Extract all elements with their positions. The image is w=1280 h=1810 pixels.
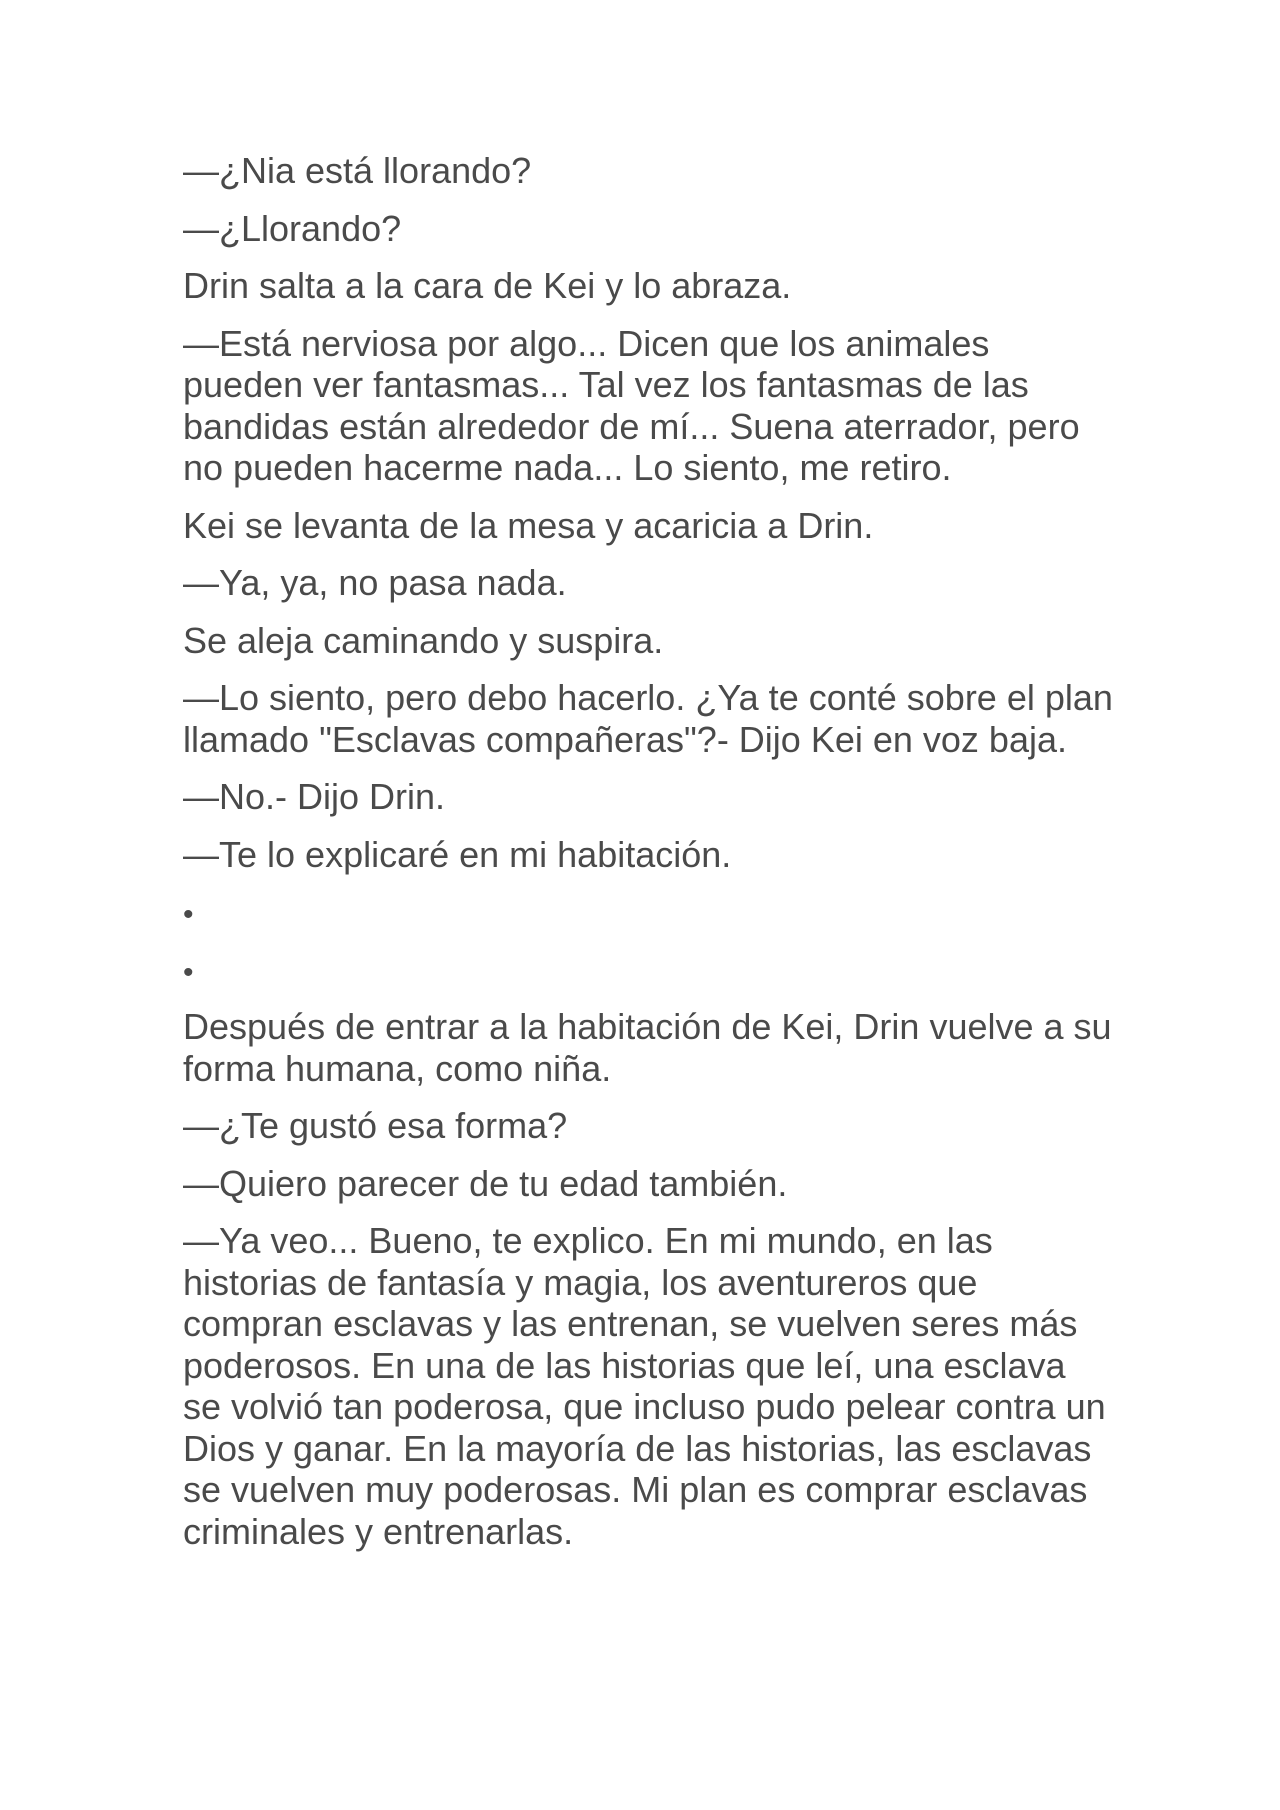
paragraph: Kei se levanta de la mesa y acaricia a Drin. <box>183 504 874 546</box>
bullet-mark: • <box>183 898 194 931</box>
paragraph: —Te lo explicaré en mi habitación. <box>183 833 732 875</box>
paragraph: —Está nerviosa por algo... Dicen que los animales pueden ver fantasmas... Tal vez los fantasmas de las bandidas están alrededor de mí... Suena aterrador, pero no pueden hacerme nada... Lo siento, me retiro. <box>183 322 1080 488</box>
paragraph: Drin salta a la cara de Kei y lo abraza. <box>183 265 792 306</box>
scene-break-bullet <box>183 891 1113 933</box>
document-page <box>183 150 1113 1568</box>
paragraph: —¿Nia está llorando? <box>183 150 532 191</box>
paragraph: —¿Te gustó esa forma? <box>183 1105 568 1146</box>
paragraph: —Ya veo... Bueno, te explico. En mi mundo, en las historias de fantasía y magia, los aventureros que compran esclavas y las entrenan, se vuelven seres más poderosos. En una de las historias que leí, una esclava se volvió tan poderosa, que incluso pudo pelear contra un Dios y ganar. En la mayoría de las historias, las esclavas se vuelven muy poderosas. Mi plan es comprar esclavas criminales y entrenarlas. <box>183 1220 1106 1552</box>
paragraph: —¿Llorando? <box>183 207 402 249</box>
paragraph: —Lo siento, pero debo hacerlo. ¿Ya te conté sobre el plan llamado "Esclavas compañeras"?- Dijo Kei en voz baja. <box>183 677 1113 760</box>
paragraph: —Ya, ya, no pasa nada. <box>183 562 567 603</box>
paragraph: Se aleja caminando y suspira. <box>183 619 664 661</box>
paragraph: —Quiero parecer de tu edad también. <box>183 1162 788 1204</box>
bullet-mark: • <box>183 955 194 989</box>
paragraph: Después de entrar a la habitación de Kei, Drin vuelve a su forma humana, como niña. <box>183 1006 1112 1089</box>
paragraph: —No.- Dijo Drin. <box>183 776 446 817</box>
scene-break-bullet <box>183 949 1113 991</box>
